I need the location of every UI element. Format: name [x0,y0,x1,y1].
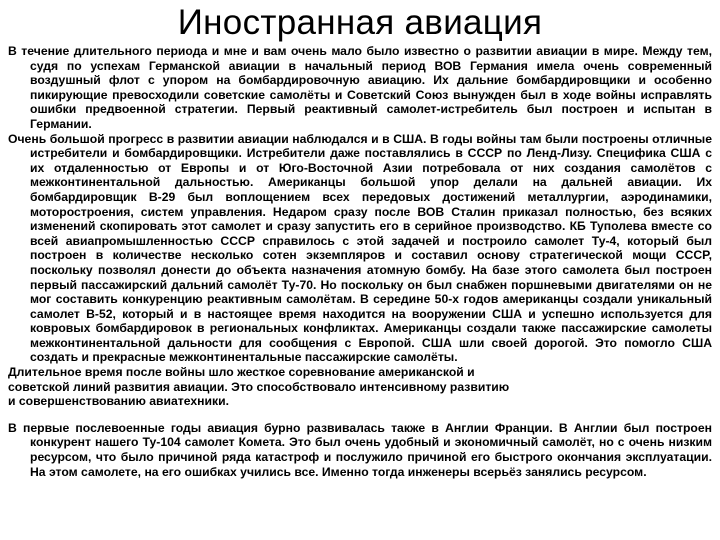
paragraph-spacer [8,409,712,421]
competition-line-2: советской линий развития авиации. Это способствовало интенсивному развитию [8,379,510,394]
slide-title: Иностранная авиация [177,3,543,42]
paragraph-usa: Очень большой прогресс в развитии авиации наблюдался и в США. В годы войны там были построены отличные истребители и бомбардировщики. Истребители даже поставлялись в СССР по Ленд-Лизу. Специфика США с их отдаленностью от Европы и от Юго-Восточной Азии потребовала от них создания самолётов с межконтинентальной дальностью. Американцы большой упор делали на дальней авиации. Их бомбардировщик В-29 был воплощением всех передовых достижений металлургии, аэродинамики, моторостроения, систем управления. Недаром сразу после ВОВ Сталин приказал полностью, без всяких изменений скопировать этот самолет и сразу запустить его в серийное производство. КБ Туполева вместе со всей авиапромышленностью СССР справилось с этой задачей и построило самолет Ту-4, который был построен в количестве несколько сотен экземпляров и составил основу стратегической мощи СССР, поскольку позволял донести до объекта назначения атомную бомбу. На базе этого самолета был построен первый пассажирский дальний самолёт Ту-70. Но поскольку он был снабжен поршневыми двигателями он не мог составить конкуренцию реактивным самолётам. В середине 50-х годов американцы создали уникальный самолет В-52, который и в настоящее время находится на вооружении США и успешно используется для ковровых бомбардировок в региональных конфликтах. Американцы создали также пассажирские самолеты межконтинентальной дальности для сообщения с Европой. США шли своей дорогой. Это помогло США создать и прекрасные межконтинентальные пассажирские самолёты. [8,131,712,365]
paragraph-england: В первые послевоенные годы авиация бурно развивалась также в Англии Франции. В Англии был построен конкурент нашего Ту-104 самолет Комета. Это был очень удобный и экономичный самолёт, но с очень низким ресурсом, что было причиной ряда катастроф и послужило причиной его быстрого окончания эксплуатации. На этом самолете, на его ошибках учились все. Именно тогда инженеры всерьёз занялись ресурсом. [8,420,712,479]
slide-body [8,44,712,479]
paragraph-germany: В течение длительного периода и мне и вам очень мало было известно о развитии авиации в мире. Между тем, судя по успехам Германской авиации в начальный период ВОВ Германия имела очень современный воздушный флот с упором на бомбардировочную авиацию. Их дальние бомбардировщики и особенно пикирующие превосходили советские самолёты и Советский Союз вынужден был в ходе войны исправлять ошибки предвоенной стратегии. Первый реактивный самолет-истребитель был построен и испытан в Германии. [8,44,712,131]
competition-line-1: Длительное время после войны шло жесткое соревнование американской и [8,365,475,380]
competition-line-3: и совершенствованию авиатехники. [8,394,229,409]
